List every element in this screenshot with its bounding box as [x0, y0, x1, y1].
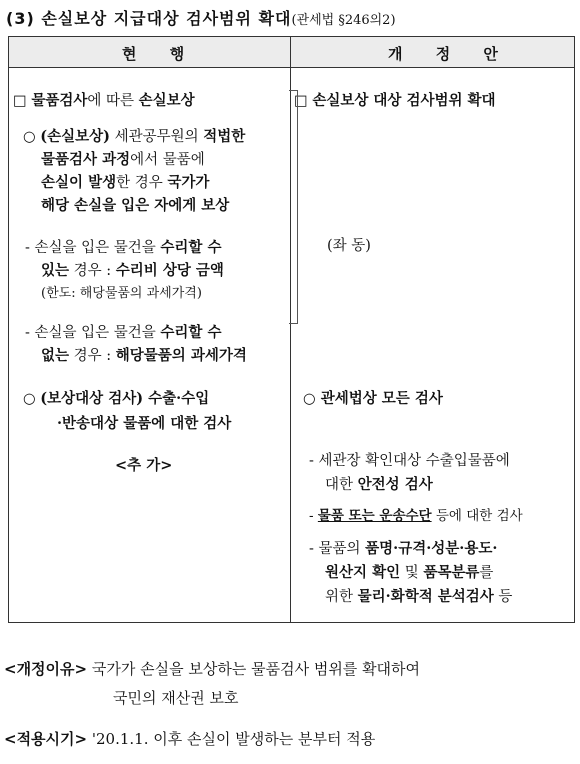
right-sub3-line2: 원산지 확인 및 품목분류를 — [325, 564, 494, 581]
left-item2-line2: ·반송대상 물품에 대한 검사 — [57, 415, 232, 432]
left-item1-line4: 해당 손실을 입은 자에게 보상 — [41, 197, 230, 214]
left-heading: □ 물품검사에 따른 손실보상 — [13, 92, 195, 109]
reason-label: <개정이유> — [4, 660, 88, 678]
left-sub1-line2: 있는 경우 : 수리비 상당 금액 — [41, 262, 224, 279]
right-sub1-line1: - 세관장 확인대상 수출입물품에 — [309, 453, 510, 469]
reason-line1: <개정이유> 국가가 손실을 보상하는 물품검사 범위를 확대하여 — [4, 660, 421, 678]
left-sub1-line1: - 손실을 입은 물건을 수리할 수 — [25, 239, 222, 256]
header-current: 현 행 — [122, 45, 199, 63]
right-item1: ○ 관세법상 모든 검사 — [303, 390, 443, 407]
left-add-note: <추 가> — [115, 457, 173, 474]
left-sub1-line3: (한도: 해당물품의 과세가격) — [41, 286, 202, 301]
right-sub2-line1: - 물품 또는 운송수단 등에 대한 검사 — [309, 508, 523, 524]
section-title-ref: (관세법 §246의2) — [291, 13, 396, 28]
section-title-main: (3) 손실보상 지급대상 검사범위 확대 — [6, 9, 292, 28]
left-item1-line3: 손실이 발생한 경우 국가가 — [41, 174, 210, 191]
right-same-as-left: (좌 동) — [327, 238, 371, 254]
left-item1-line1: ○ (손실보상) 세관공무원의 적법한 — [23, 128, 246, 145]
right-sub1-line2: 대한 안전성 검사 — [325, 476, 433, 493]
right-sub3-line1: - 물품의 품명·규격·성분·용도· — [309, 540, 498, 557]
left-sub2-line2: 없는 경우 : 해당물품의 과세가격 — [41, 347, 247, 364]
right-heading: □ 손실보상 대상 검사범위 확대 — [294, 92, 496, 109]
bracket-line — [289, 90, 298, 324]
section-title — [6, 6, 396, 29]
right-sub3-line3: 위한 물리·화학적 분석검사 등 — [325, 588, 513, 605]
checkbox-square-icon: □ — [13, 93, 27, 109]
reason-line2: 국민의 재산권 보호 — [113, 689, 239, 707]
checkbox-square-icon: □ — [294, 93, 308, 109]
apply-label: <적용시기> — [4, 730, 88, 748]
header-proposed: 개 정 안 — [388, 45, 512, 63]
left-item2-line1: ○ (보상대상 검사) 수출·수입 — [23, 390, 210, 407]
left-item1-line2: 물품검사 과정에서 물품에 — [41, 151, 205, 168]
apply-line: <적용시기> '20.1.1. 이후 손실이 발생하는 분부터 적용 — [4, 730, 376, 748]
table-header — [9, 37, 574, 68]
left-sub2-line1: - 손실을 입은 물건을 수리할 수 — [25, 324, 222, 341]
